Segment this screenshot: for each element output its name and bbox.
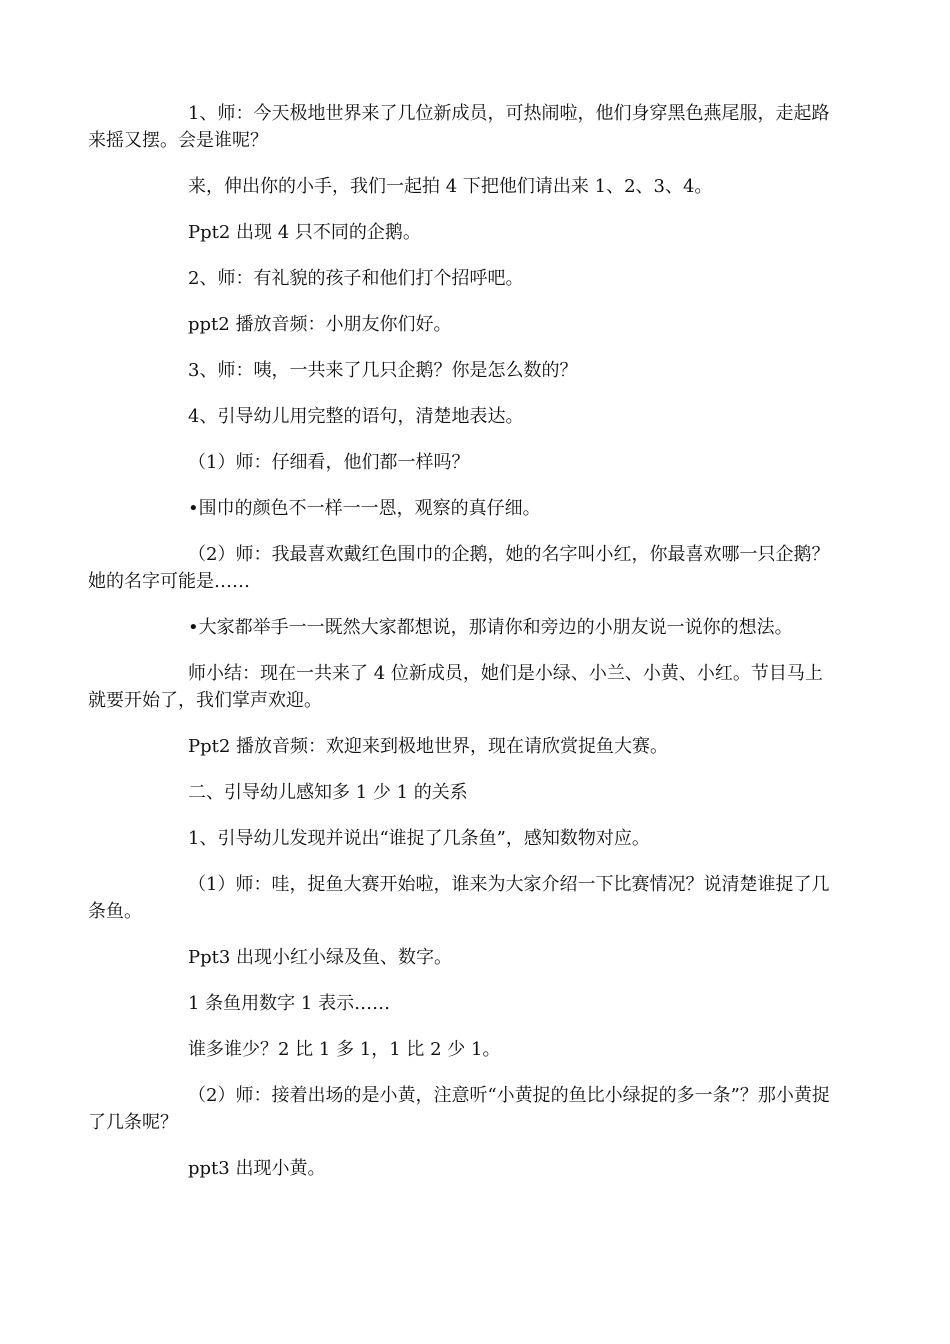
section-heading: 二、引导幼儿感知多 1 少 1 的关系 — [188, 782, 468, 803]
paragraph: 3、师：咦，一共来了几只企鹅？你是怎么数的？ — [188, 360, 578, 381]
paragraph: （2）师：接着出场的是小黄，注意听“小黄捉的鱼比小绿捉的多一条”？那小黄捉了几条呢？ — [88, 1085, 830, 1133]
paragraph: （1）师：哇，捉鱼大赛开始啦，谁来为大家介绍一下比赛情况？说清楚谁捉了几条鱼。 — [88, 874, 830, 922]
paragraph: Ppt2 出现 4 只不同的企鹅。 — [188, 222, 421, 243]
paragraph: 1、师：今天极地世界来了几位新成员，可热闹啦，他们身穿黑色燕尾服，走起路来摇又摆。会是谁呢？ — [88, 103, 830, 151]
paragraph: 来，伸出你的小手，我们一起拍 4 下把他们请出来 1、2、3、4。 — [188, 176, 713, 197]
paragraph: 1 条鱼用数字 1 表示…… — [188, 993, 391, 1014]
paragraph: 师小结：现在一共来了 4 位新成员，她们是小绿、小兰、小黄、小红。节目马上就要开始了，我们掌声欢迎。 — [88, 663, 823, 711]
paragraph: ppt3 出现小黄。 — [188, 1158, 326, 1179]
paragraph: 谁多谁少？2 比 1 多 1，1 比 2 少 1。 — [188, 1039, 501, 1060]
paragraph: Ppt2 播放音频：欢迎来到极地世界，现在请欣赏捉鱼大赛。 — [188, 736, 669, 757]
paragraph: （2）师：我最喜欢戴红色围巾的企鹅，她的名字叫小红，你最喜欢哪一只企鹅？她的名字可能是…… — [88, 544, 830, 592]
paragraph: •大家都举手一一既然大家都想说，那请你和旁边的小朋友说一说你的想法。 — [188, 617, 793, 638]
document-body — [88, 100, 838, 1201]
paragraph: 2、师：有礼貌的孩子和他们打个招呼吧。 — [188, 268, 524, 289]
paragraph: 1、引导幼儿发现并说出“谁捉了几条鱼”，感知数物对应。 — [188, 828, 650, 849]
paragraph: ppt2 播放音频：小朋友你们好。 — [188, 314, 452, 335]
paragraph: 4、引导幼儿用完整的语句，清楚地表达。 — [188, 406, 524, 427]
paragraph: Ppt3 出现小红小绿及鱼、数字。 — [188, 947, 453, 968]
paragraph: （1）师：仔细看，他们都一样吗？ — [188, 452, 470, 473]
paragraph: •围巾的颜色不一样一一恩，观察的真仔细。 — [188, 498, 541, 519]
